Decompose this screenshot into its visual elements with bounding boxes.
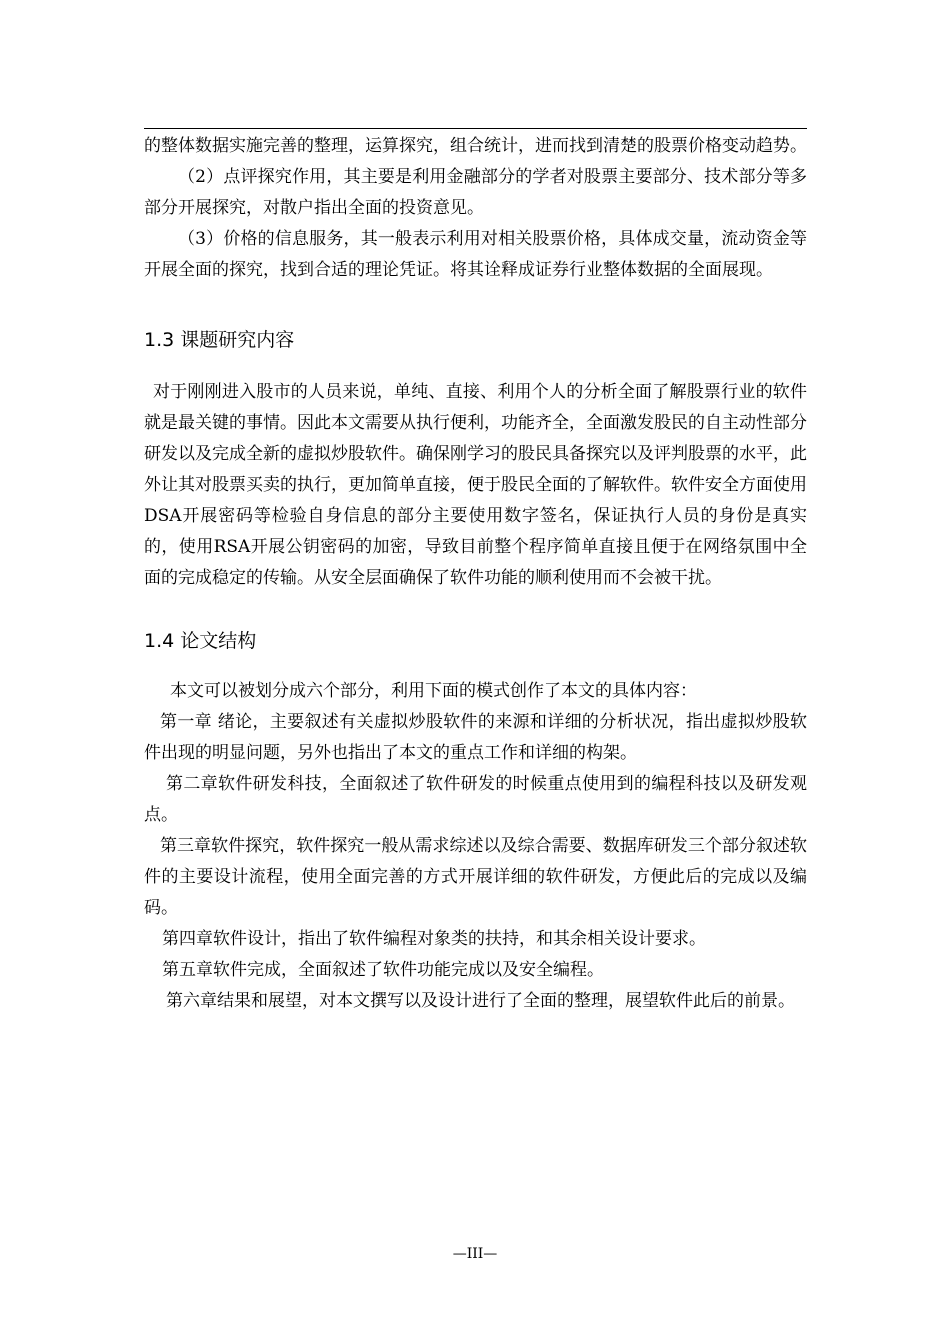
chapter-5-description: 第五章软件完成，全面叙述了软件功能完成以及安全编程。 [162, 960, 604, 980]
paragraph-item-3: （3）价格的信息服务，其一般表示利用对相关股票价格，具体成交量，流动资金等开展全面的探究，找到合适的理论凭证。将其诠释成证券行业整体数据的全面展现。 [144, 229, 807, 280]
section-heading-1-4: 1.4 论文结构 [144, 630, 257, 652]
section-1-3-body: 对于刚刚进入股市的人员来说，单纯、直接、利用个人的分析全面了解股票行业的软件就是最关键的事情。因此本文需要从执行便利，功能齐全，全面激发股民的自主动性部分研发以及完成全新的虚拟炒股软件。确保刚学习的股民具备探究以及评判股票的水平，此外让其对股票买卖的执行，更加简单直接，便于股民全面的了解软件。软件安全方面使用DSA开展密码等检验自身信息的部分主要使用数字签名，保证执行人员的身份是真实的，使用RSA开展公钥密码的加密，导致目前整个程序简单直接且便于在网络氛围中全面的完成稳定的传输。从安全层面确保了软件功能的顺利使用而不会被干扰。 [144, 382, 807, 588]
section-1-4-intro: 本文可以被划分成六个部分，利用下面的模式创作了本文的具体内容： [170, 681, 697, 701]
chapter-4-description: 第四章软件设计，指出了软件编程对象类的扶持，和其余相关设计要求。 [162, 929, 706, 949]
chapter-1-description: 第一章 绪论，主要叙述有关虚拟炒股软件的来源和详细的分析状况，指出虚拟炒股软件出现的明显问题，另外也指出了本文的重点工作和详细的构架。 [144, 712, 807, 763]
header-rule [144, 128, 807, 129]
chapter-2-description: 第二章软件研发科技，全面叙述了软件研发的时候重点使用到的编程科技以及研发观点。 [144, 774, 807, 825]
page-number: —III— [452, 1246, 498, 1262]
chapter-3-description: 第三章软件探究，软件探究一般从需求综述以及综合需要、数据库研发三个部分叙述软件的主要设计流程，使用全面完善的方式开展详细的软件研发，方便此后的完成以及编码。 [144, 836, 807, 918]
paragraph-continued: 的整体数据实施完善的整理，运算探究，组合统计，进而找到清楚的股票价格变动趋势。 [144, 136, 807, 156]
chapter-6-description: 第六章结果和展望，对本文撰写以及设计进行了全面的整理，展望软件此后的前景。 [166, 991, 795, 1011]
section-heading-1-3: 1.3 课题研究内容 [144, 329, 295, 351]
page-body [144, 131, 807, 1017]
paragraph-item-2: （2）点评探究作用，其主要是利用金融部分的学者对股票主要部分、技术部分等多部分开展探究，对散户指出全面的投资意见。 [144, 167, 807, 218]
